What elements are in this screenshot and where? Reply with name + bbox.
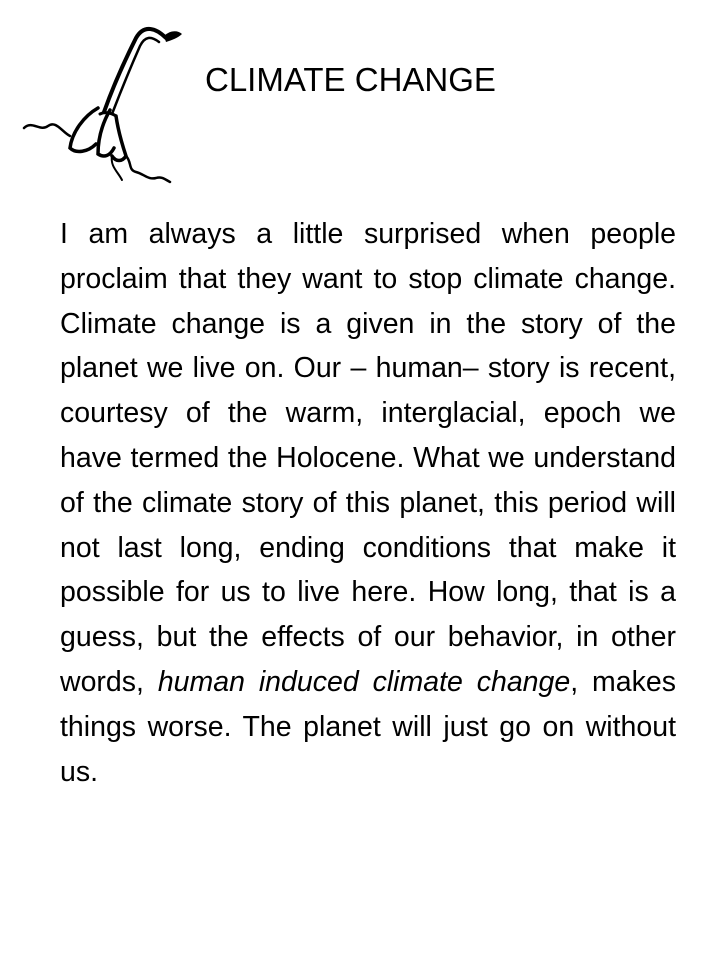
paragraph-text-part1: I am always a little surprised when people proclaim that they want to stop climate change. Climate change is a given in the story of the planet we live on. Our – human– story is recent, courtesy of the warm, interglacial, epoch we have termed the Holocene. What we understand of the climate story of this planet, this period will not last long, ending conditions that make it possible for us to live here. How long, that is a guess, but the effects of our behavior, in other words,	[60, 218, 676, 698]
page-title: CLIMATE CHANGE	[205, 61, 496, 98]
root-sprout-icon	[18, 16, 188, 191]
paragraph-emphasis: human induced climate change	[157, 665, 571, 698]
body-paragraph	[60, 212, 676, 794]
paragraph-text-part2: , makes things worse. The planet will just go on without us.	[60, 665, 676, 788]
